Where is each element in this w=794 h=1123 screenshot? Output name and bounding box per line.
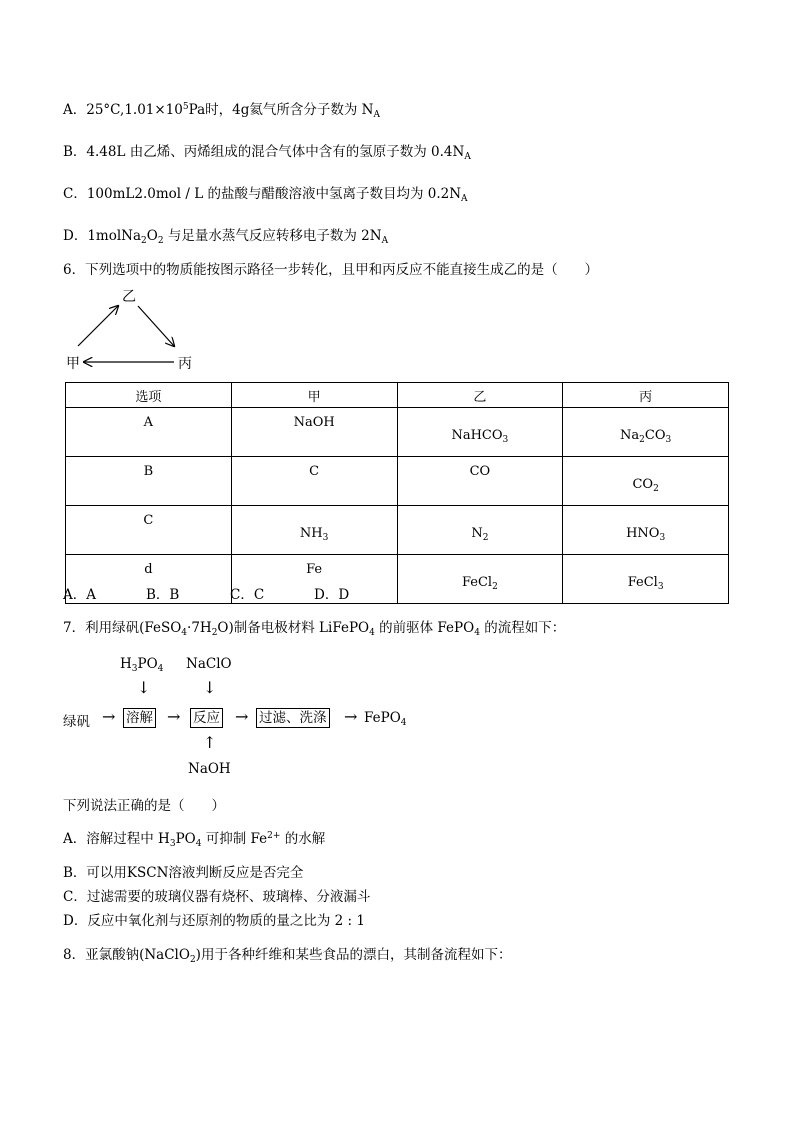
cell-option: A <box>66 408 232 457</box>
q8-stem: 8．亚氯酸钠(NaClO$_2$)用于各种纤维和某些食品的漂白，其制备流程如下： <box>63 947 512 965</box>
arrow-right-icon: → <box>344 707 358 726</box>
header-option: 选项 <box>66 383 232 408</box>
step-filter-wash: 过滤、洗涤 <box>256 708 330 728</box>
table-header-row <box>66 383 729 408</box>
q6-choice-b: B．B <box>146 587 180 603</box>
reagent-naoh: NaOH <box>188 761 231 777</box>
cell-yi: FeCl$_2$ <box>397 555 563 604</box>
arrow-down-icon: ↓ <box>203 678 217 697</box>
q7-option-c: C．过滤需要的玻璃仪器有烧杯、玻璃棒、分液漏斗 <box>63 889 371 905</box>
q7-stem: 7．利用绿矾$(FeSO_4\cdot 7H_2O)$制备电极材料 LiFePO$_4$ 的前驱体 FePO$_4$ 的流程如下： <box>63 620 566 638</box>
cell-jia: $NH_3$ <box>231 506 397 555</box>
cell-bing: $Na_2CO_3$ <box>563 408 729 457</box>
cell-jia: Fe <box>231 555 397 604</box>
cell-jia: NaOH <box>231 408 397 457</box>
q6-choice-a: A．A <box>63 587 96 603</box>
cell-option: C <box>66 506 232 555</box>
flow-start: 绿矾 <box>63 714 90 730</box>
q6-choice-d: D．D <box>314 587 350 603</box>
arrow-right-icon: → <box>235 707 249 726</box>
reagent-naclo: NaClO <box>186 656 232 672</box>
q6-choice-c: C．C <box>230 587 265 603</box>
cell-yi: $N_2$ <box>397 506 563 555</box>
q7-option-b: B．可以用KSCN溶液判断反应是否完全 <box>63 865 304 881</box>
table-row <box>66 457 729 506</box>
diagram-label-yi: 乙 <box>122 289 136 305</box>
table-row <box>66 408 729 457</box>
flow-end: FePO$_4$ <box>364 710 407 728</box>
arrow-up-icon: ↑ <box>203 733 217 752</box>
arrow-jia-to-yi <box>78 306 118 346</box>
cell-option: d <box>66 555 232 604</box>
arrow-yi-to-bing <box>138 306 174 346</box>
arrow-right-icon: → <box>102 707 116 726</box>
q5-option-b: B．4.48L 由乙烯、丙烯组成的混合气体中含有的氢原子数为 $0.4N_A$ <box>63 144 471 162</box>
q7-option-a: A．溶解过程中 $H_3PO_4$ 可抑制 $Fe^{2+}$ 的水解 <box>63 831 326 849</box>
header-bing: 丙 <box>563 383 729 408</box>
cell-bing: FeCl$_3$ <box>563 555 729 604</box>
options-table <box>65 382 729 604</box>
arrow-down-icon: ↓ <box>137 678 151 697</box>
cell-bing: $HNO_3$ <box>563 506 729 555</box>
cell-jia: C <box>231 457 397 506</box>
cell-option: B <box>66 457 232 506</box>
q7-ask: 下列说法正确的是（ ） <box>63 798 225 814</box>
step-react: 反应 <box>190 708 223 728</box>
header-jia: 甲 <box>231 383 397 408</box>
q5-option-d: D．$1molNa_2O_2$ 与足量水蒸气反应转移电子数为 $2N_A$ <box>63 228 389 246</box>
header-yi: 乙 <box>397 383 563 408</box>
cell-bing: $CO_2$ <box>563 457 729 506</box>
q5-option-c: C．100mL2.0mol / L 的盐酸与醋酸溶液中氢离子数目均为 $0.2N_A$ <box>63 186 468 204</box>
cell-yi: NaHCO$_3$ <box>397 408 563 457</box>
step-dissolve: 溶解 <box>123 708 156 728</box>
arrow-right-icon: → <box>167 707 181 726</box>
reagent-h3po4: $H_3PO_4$ <box>120 656 164 674</box>
table-row <box>66 506 729 555</box>
cell-yi: CO <box>397 457 563 506</box>
q6-stem: 6．下列选项中的物质能按图示路径一步转化，且甲和丙反应不能直接生成乙的是（ ） <box>63 262 599 278</box>
diagram-label-bing: 丙 <box>178 356 192 372</box>
q5-option-a: A．$25^\circ C,1.01\times 10^5Pa$时，4g氦气所含分子数为 $N_A$ <box>63 102 380 120</box>
diagram-label-jia: 甲 <box>66 356 80 372</box>
q7-option-d: D．反应中氧化剂与还原剂的物质的量之比为 2 : 1 <box>63 913 365 929</box>
diagram-arrows <box>60 290 260 380</box>
